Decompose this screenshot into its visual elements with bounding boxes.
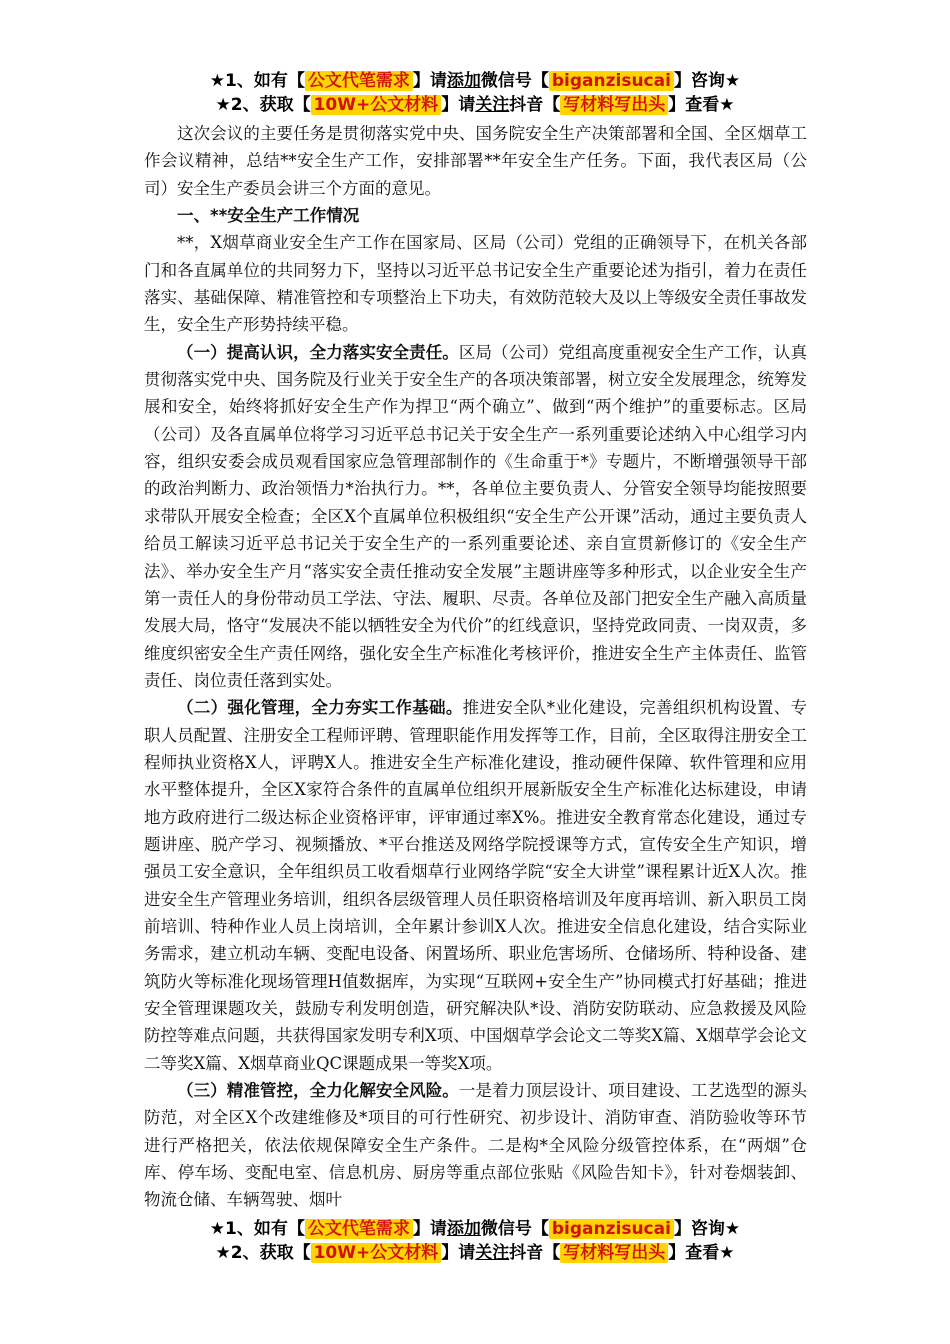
- promo-text: 】咨询★: [673, 71, 741, 91]
- promo-text: 】请: [412, 71, 447, 91]
- promo-highlight: biganzisucai: [549, 1219, 674, 1239]
- section-paragraph: **，X烟草商业安全生产工作在国家局、区局（公司）党组的正确领导下，在机关各部门和各直属单位的共同努力下，坚持以习近平总书记安全生产重要论述为指引，着力在责任落实、基础保障、精准管控和专项整治上下功夫，有效防范较大及以上等级安全责任事故发生，安全生产形势持续平稳。: [144, 233, 807, 335]
- subsection-lead: （一）提高认识，全力落实安全责任。: [177, 342, 459, 362]
- promo-banner-bottom: [0, 1217, 950, 1265]
- promo-underlined: 关注: [475, 1243, 510, 1263]
- subsection-lead: （二）强化管理，全力夯实工作基础。: [177, 698, 463, 718]
- promo-text: 】请: [441, 1243, 476, 1263]
- promo-text: 】请: [412, 1219, 447, 1239]
- promo-line-1: [0, 69, 950, 93]
- promo-highlight: 10W+公文材料: [311, 95, 442, 115]
- subsection-body: 区局（公司）党组高度重视安全生产工作，认真贯彻落实党中央、国务院及行业关于安全生产的各项决策部署，树立安全发展理念，统筹发展和安全，始终将抓好安全生产作为捍卫“两个确立”、做到“两个维护”的重要标志。区局（公司）及各直属单位将学习习近平总书记关于安全生产一系列重要论述纳入中心组学习内容，组织安委会成员观看国家应急管理部制作的《生命重于*》专题片，不断增强领导干部的政治判断力、政治领悟力*治执行力。**，各单位主要负责人、分管安全领导均能按照要求带队开展安全检查；全区X个直属单位积极组织“安全生产公开课”活动，通过主要负责人给员工解读习近平总书记关于安全生产的一系列重要论述、亲自宣贯新修订的《安全生产法》、举办安全生产月“落实安全责任推动安全发展”主题讲座等多种形式，以企业安全生产第一责任人的身份带动员工学法、守法、履职、尽责。各单位及部门把安全生产融入高质量发展大局，恪守“发展决不能以牺牲安全为代价”的红线意识，坚持党政同责、一岗双责，多维度织密安全生产责任网络，强化安全生产标准化考核评价，推进安全生产主体责任、监管责任、岗位责任落到实处。: [144, 342, 808, 690]
- promo-highlight: 10W+公文材料: [311, 1243, 442, 1263]
- promo-text: 抖音【: [509, 95, 561, 115]
- promo-text: 微信号【: [480, 1219, 549, 1239]
- promo-highlight: biganzisucai: [549, 71, 674, 91]
- promo-text: 】咨询★: [673, 1219, 741, 1239]
- promo-underlined: 添加: [446, 71, 481, 91]
- promo-text: 】请: [441, 95, 476, 115]
- promo-highlight: 写材料写出头: [560, 1243, 668, 1263]
- subsection-paragraph-3: [144, 1077, 807, 1214]
- document-body: [144, 120, 807, 1214]
- promo-banner-top: [0, 69, 950, 117]
- promo-line-1: [0, 1217, 950, 1241]
- subsection-paragraph-1: [144, 339, 807, 694]
- promo-text: 】查看★: [668, 95, 735, 115]
- subsection-body: 推进安全队*业化建设，完善组织机构设置、专职人员配置、注册安全工程师评聘、管理职能作用发挥等工作，目前，全区取得注册安全工程师执业资格X人，评聘X人。推进安全生产标准化建设，推动硬件保障、软件管理和应用水平整体提升，全区X家符合条件的直属单位组织开展新版安全生产标准化达标建设，申请地方政府进行二级达标企业资格评审，评审通过率X%。推进安全教育常态化建设，通过专题讲座、脱产学习、视频播放、*平台推送及网络学院授课等方式，宣传安全生产知识，增强员工安全意识，全年组织员工收看烟草行业网络学院“安全大讲堂”课程累计近X人次。推进安全生产管理业务培训，组织各层级管理人员任职资格培训及年度再培训、新入职员工岗前培训、特种作业人员上岗培训，全年累计参训X人次。推进安全信息化建设，结合实际业务需求，建立机动车辆、变配电设备、闲置场所、职业危害场所、仓储场所、特种设备、建筑防火等标准化现场管理H值数据库，为实现“互联网+安全生产”协同模式打好基础；推进安全管理课题攻关，鼓励专利发明创造，研究解决队*设、消防安防联动、应急救援及风险防控等难点问题，共获得国家发明专利X项、中国烟草学会论文二等奖X篇、X烟草学会论文二等奖X篇、X烟草商业QC课题成果一等奖X项。: [144, 698, 808, 1073]
- promo-text: ★1、如有【: [209, 1219, 305, 1239]
- promo-line-2: [0, 1241, 950, 1265]
- promo-text: ★2、获取【: [215, 1243, 311, 1263]
- promo-text: 微信号【: [480, 71, 549, 91]
- promo-text: 】查看★: [668, 1243, 735, 1263]
- promo-highlight: 公文代笔需求: [305, 1219, 413, 1239]
- promo-text: 抖音【: [509, 1243, 561, 1263]
- promo-text: ★2、获取【: [215, 95, 311, 115]
- subsection-lead: （三）精准管控，全力化解安全风险。: [177, 1081, 459, 1101]
- intro-paragraph: 这次会议的主要任务是贯彻落实党中央、国务院安全生产决策部署和全国、全区烟草工作会议精神，总结**安全生产工作，安排部署**年安全生产任务。下面，我代表区局（公司）安全生产委员会讲三个方面的意见。: [144, 124, 807, 198]
- promo-underlined: 关注: [475, 95, 510, 115]
- promo-text: ★1、如有【: [209, 71, 305, 91]
- subsection-paragraph-2: [144, 694, 807, 1077]
- promo-highlight: 公文代笔需求: [305, 71, 413, 91]
- promo-underlined: 添加: [446, 1219, 481, 1239]
- promo-line-2: [0, 93, 950, 117]
- subsection-body: 一是着力顶层设计、项目建设、工艺选型的源头防范，对全区X个改建维修及*项目的可行性研究、初步设计、消防审查、消防验收等环节进行严格把关，依法依规保障安全生产条件。二是构*全风险分级管控体系，在“两烟”仓库、停车场、变配电室、信息机房、厨房等重点部位张贴《风险告知卡》，针对卷烟装卸、物流仓储、车辆驾驶、烟叶: [144, 1081, 808, 1210]
- section-heading: 一、**安全生产工作情况: [177, 206, 360, 226]
- promo-highlight: 写材料写出头: [560, 95, 668, 115]
